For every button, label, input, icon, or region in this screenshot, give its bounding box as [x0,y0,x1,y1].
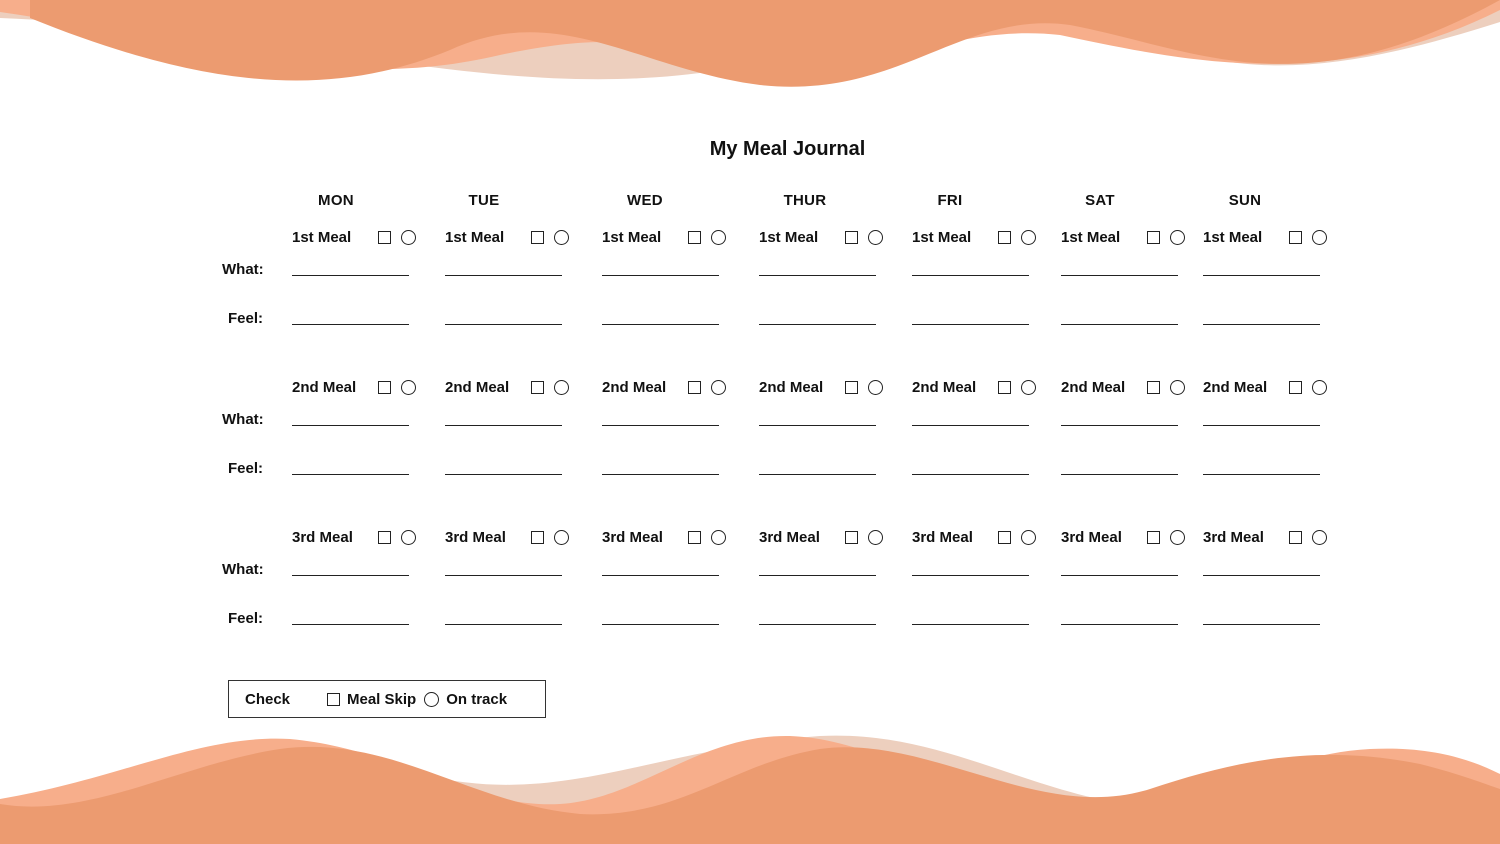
on-track-radio[interactable] [554,230,569,245]
meal-status-controls [845,530,883,545]
meal-status-controls [378,530,416,545]
meal-label: 3rd Meal [445,528,506,546]
on-track-radio[interactable] [1312,230,1327,245]
meal-header-mon-1 [292,226,416,248]
bottom-wave-decoration [0,734,1500,844]
on-track-radio[interactable] [868,530,883,545]
on-track-radio[interactable] [868,380,883,395]
meal-label: 1st Meal [759,228,819,246]
what-input-line-fri-2[interactable] [912,425,1029,426]
feel-input-line-mon-1[interactable] [292,324,409,325]
meal-status-controls [1147,380,1185,395]
what-input-line-wed-3[interactable] [602,575,719,576]
legend-box [228,680,546,718]
meal-skip-checkbox[interactable] [845,381,858,394]
meal-label: 3rd Meal [1061,528,1122,546]
what-input-line-sat-1[interactable] [1061,275,1178,276]
meal-header-sun-1 [1203,226,1327,248]
meal-header-thur-1 [759,226,883,248]
meal-header-fri-2 [912,376,1036,398]
legend-meal-skip [327,691,416,708]
meal-status-controls [1289,530,1327,545]
on-track-radio[interactable] [711,230,726,245]
feel-input-line-thur-1[interactable] [759,324,876,325]
radio-circle-icon [424,692,439,707]
meal-header-mon-2 [292,376,416,398]
meal-label: 2nd Meal [759,378,824,396]
meal-status-controls [845,230,883,245]
legend-on-track [424,691,507,708]
meal-status-controls [998,230,1036,245]
on-track-radio[interactable] [1170,380,1185,395]
what-input-line-sun-2[interactable] [1203,425,1320,426]
meal-header-fri-1 [912,226,1036,248]
on-track-radio[interactable] [1021,380,1036,395]
meal-header-thur-2 [759,376,883,398]
meal-skip-checkbox[interactable] [998,531,1011,544]
meal-header-sat-1 [1061,226,1185,248]
meal-skip-checkbox[interactable] [688,231,701,244]
meal-skip-checkbox[interactable] [531,231,544,244]
meal-status-controls [1147,530,1185,545]
feel-input-line-thur-3[interactable] [759,624,876,625]
on-track-radio[interactable] [401,230,416,245]
checkbox-square-icon [327,693,340,706]
meal-skip-checkbox[interactable] [531,531,544,544]
meal-skip-checkbox[interactable] [998,231,1011,244]
on-track-radio[interactable] [401,530,416,545]
meal-label: 1st Meal [445,228,505,246]
meal-header-fri-3 [912,526,1036,548]
meal-label: 2nd Meal [1203,378,1268,396]
meal-status-controls [531,230,569,245]
feel-label-meal-3: Feel: [228,610,264,627]
meal-header-tue-3 [445,526,569,548]
meal-status-controls [1289,230,1327,245]
meal-status-controls [531,380,569,395]
day-header-sun: SUN [1228,192,1262,209]
meal-header-sun-2 [1203,376,1327,398]
what-input-line-wed-1[interactable] [602,275,719,276]
meal-label: 2nd Meal [445,378,510,396]
meal-status-controls [688,380,726,395]
what-input-line-mon-2[interactable] [292,425,409,426]
meal-label: 1st Meal [912,228,972,246]
feel-input-line-fri-2[interactable] [912,474,1029,475]
meal-skip-checkbox[interactable] [1147,531,1160,544]
on-track-radio[interactable] [554,380,569,395]
what-label-meal-1: What: [222,261,264,278]
what-input-line-tue-3[interactable] [445,575,562,576]
what-input-line-mon-3[interactable] [292,575,409,576]
meal-header-wed-3 [602,526,726,548]
meal-skip-checkbox[interactable] [378,381,391,394]
on-track-radio[interactable] [1312,380,1327,395]
what-input-line-thur-3[interactable] [759,575,876,576]
meal-status-controls [998,530,1036,545]
page-title: My Meal Journal [709,138,866,160]
on-track-radio[interactable] [1312,530,1327,545]
feel-label-meal-2: Feel: [228,460,264,477]
on-track-radio[interactable] [711,380,726,395]
day-header-sat: SAT [1085,192,1115,209]
feel-input-line-fri-1[interactable] [912,324,1029,325]
day-header-thur: THUR [783,192,827,209]
meal-label: 1st Meal [602,228,662,246]
meal-header-sat-3 [1061,526,1185,548]
meal-skip-checkbox[interactable] [1289,231,1302,244]
day-header-tue: TUE [468,192,500,209]
meal-label: 1st Meal [292,228,352,246]
legend-title: Check [245,690,291,708]
feel-input-line-thur-2[interactable] [759,474,876,475]
top-wave-dark [30,0,1500,87]
meal-skip-checkbox[interactable] [845,231,858,244]
what-input-line-fri-3[interactable] [912,575,1029,576]
feel-input-line-sat-1[interactable] [1061,324,1178,325]
meal-label: 1st Meal [1061,228,1121,246]
what-input-line-thur-2[interactable] [759,425,876,426]
what-input-line-sun-3[interactable] [1203,575,1320,576]
meal-label: 3rd Meal [1203,528,1264,546]
what-input-line-tue-1[interactable] [445,275,562,276]
meal-status-controls [531,530,569,545]
meal-header-thur-3 [759,526,883,548]
feel-input-line-wed-1[interactable] [602,324,719,325]
meal-skip-checkbox[interactable] [998,381,1011,394]
what-input-line-thur-1[interactable] [759,275,876,276]
meal-skip-checkbox[interactable] [378,531,391,544]
meal-skip-checkbox[interactable] [688,531,701,544]
meal-skip-checkbox[interactable] [378,231,391,244]
meal-label: 2nd Meal [292,378,357,396]
meal-header-tue-2 [445,376,569,398]
meal-header-sat-2 [1061,376,1185,398]
meal-status-controls [998,380,1036,395]
meal-label: 3rd Meal [292,528,353,546]
on-track-radio[interactable] [1170,530,1185,545]
on-track-radio[interactable] [1170,230,1185,245]
meal-header-sun-3 [1203,526,1327,548]
meal-label: 2nd Meal [602,378,667,396]
meal-skip-checkbox[interactable] [1289,381,1302,394]
meal-status-controls [1289,380,1327,395]
feel-input-line-sun-3[interactable] [1203,624,1320,625]
meal-label: 2nd Meal [912,378,977,396]
legend-on-track-label: On track [446,690,508,708]
meal-status-controls [688,230,726,245]
what-label-meal-2: What: [222,411,264,428]
meal-label: 2nd Meal [1061,378,1126,396]
day-header-wed: WED [627,192,663,209]
what-label-meal-3: What: [222,561,264,578]
on-track-radio[interactable] [1021,530,1036,545]
feel-input-line-sun-1[interactable] [1203,324,1320,325]
on-track-radio[interactable] [868,230,883,245]
meal-header-wed-2 [602,376,726,398]
what-input-line-sat-2[interactable] [1061,425,1178,426]
top-wave-decoration [0,0,1500,100]
meal-status-controls [378,380,416,395]
meal-label: 3rd Meal [759,528,820,546]
what-input-line-tue-2[interactable] [445,425,562,426]
meal-header-wed-1 [602,226,726,248]
meal-status-controls [378,230,416,245]
legend-meal-skip-label: Meal Skip [347,690,417,708]
feel-input-line-mon-2[interactable] [292,474,409,475]
meal-skip-checkbox[interactable] [845,531,858,544]
what-input-line-fri-1[interactable] [912,275,1029,276]
feel-input-line-wed-3[interactable] [602,624,719,625]
on-track-radio[interactable] [1021,230,1036,245]
feel-input-line-wed-2[interactable] [602,474,719,475]
meal-skip-checkbox[interactable] [1289,531,1302,544]
feel-input-line-tue-1[interactable] [445,324,562,325]
feel-input-line-tue-2[interactable] [445,474,562,475]
meal-label: 3rd Meal [602,528,663,546]
on-track-radio[interactable] [554,530,569,545]
meal-status-controls [1147,230,1185,245]
feel-input-line-fri-3[interactable] [912,624,1029,625]
meal-skip-checkbox[interactable] [688,381,701,394]
on-track-radio[interactable] [401,380,416,395]
meal-skip-checkbox[interactable] [531,381,544,394]
meal-status-controls [845,380,883,395]
feel-input-line-mon-3[interactable] [292,624,409,625]
meal-label: 1st Meal [1203,228,1263,246]
on-track-radio[interactable] [711,530,726,545]
feel-input-line-sat-2[interactable] [1061,474,1178,475]
meal-skip-checkbox[interactable] [1147,231,1160,244]
what-input-line-mon-1[interactable] [292,275,409,276]
day-header-mon: MON [318,192,354,209]
meal-skip-checkbox[interactable] [1147,381,1160,394]
meal-label: 3rd Meal [912,528,973,546]
feel-input-line-sat-3[interactable] [1061,624,1178,625]
what-input-line-sun-1[interactable] [1203,275,1320,276]
what-input-line-sat-3[interactable] [1061,575,1178,576]
feel-label-meal-1: Feel: [228,310,264,327]
day-header-fri: FRI [937,192,963,209]
what-input-line-wed-2[interactable] [602,425,719,426]
feel-input-line-sun-2[interactable] [1203,474,1320,475]
meal-header-mon-3 [292,526,416,548]
meal-header-tue-1 [445,226,569,248]
meal-status-controls [688,530,726,545]
feel-input-line-tue-3[interactable] [445,624,562,625]
